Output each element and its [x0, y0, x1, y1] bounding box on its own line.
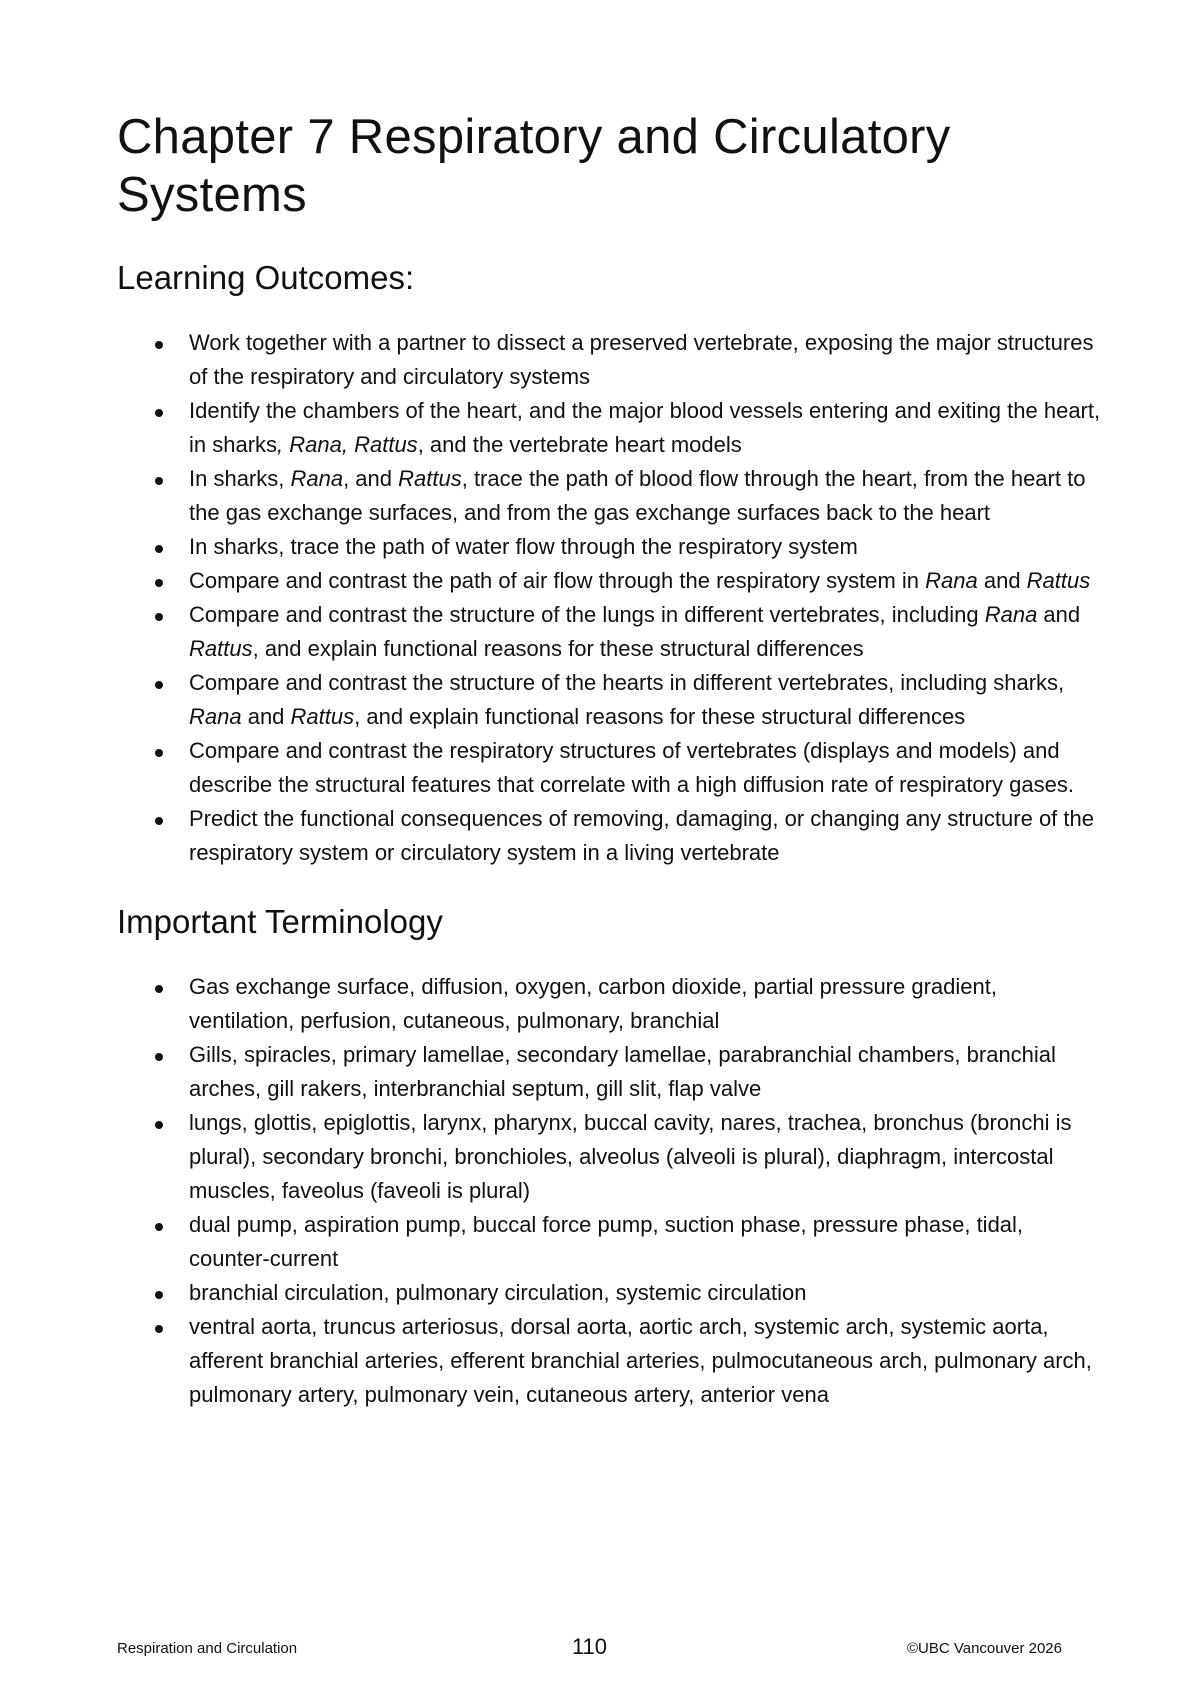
item-text: dual pump, aspiration pump, buccal force pump, suction phase, pressure phase, tidal, counter-current [189, 1212, 1024, 1271]
italic-text: Rattus [189, 636, 253, 661]
bullet-icon [155, 341, 163, 349]
item-text: lungs, glottis, epiglottis, larynx, pharynx, buccal cavity, nares, trachea, bronchus (bronchi is plural), secondary bronchi, bronchioles, alveolus (alveoli is plural), diaphragm, intercostal muscles, faveolus (faveoli is plural) [189, 1110, 1072, 1203]
item-text: Gills, spiracles, primary lamellae, secondary lamellae, parabranchial chambers, branchial arches, gill rakers, interbranchial septum, gill slit, flap valve [189, 1042, 1056, 1101]
italic-text: Rana [189, 704, 242, 729]
outcome-item [117, 666, 1102, 734]
item-text: , trace the path of blood flow through the heart, from the heart to the gas exchange surfaces, and from the gas exchange surfaces back to the heart [189, 466, 1086, 525]
bullet-icon [155, 1121, 163, 1129]
item-text: branchial circulation, pulmonary circulation, systemic circulation [189, 1280, 807, 1305]
outcome-item [117, 394, 1102, 462]
outcome-item [117, 530, 1102, 564]
outcome-item [117, 802, 1102, 870]
footer-section-title: Respiration and Circulation [117, 1640, 298, 1657]
bullet-icon [155, 1053, 163, 1061]
learning-outcomes-heading: Learning Outcomes: [117, 259, 415, 296]
italic-text: Rattus [290, 704, 355, 729]
bullet-icon [155, 409, 163, 417]
outcome-item [117, 734, 1102, 802]
outcome-item [117, 598, 1102, 666]
item-text: Compare and contrast the respiratory structures of vertebrates (displays and models) and describe the structural features that correlate with a high diffusion rate of respiratory gases. [189, 738, 1074, 797]
item-text: Compare and contrast the structure of the hearts in different vertebrates, including sharks, [189, 670, 1065, 695]
footer-copyright: ©UBC Vancouver 2026 [906, 1640, 1062, 1657]
item-text: , and the vertebrate heart models [417, 432, 742, 457]
bullet-icon [155, 749, 163, 757]
italic-text: Rattus [398, 466, 462, 491]
item-text: Identify the chambers of the heart, and the major blood vessels entering and exiting the heart, in sharks [189, 398, 1101, 457]
item-text: Compare and contrast the structure of the lungs in different vertebrates, including [189, 602, 985, 627]
terminology-item [117, 970, 1102, 1038]
outcome-item [117, 564, 1102, 598]
chapter-title: Chapter 7 Respiratory and Circulatory Systems [117, 110, 951, 222]
learning-outcomes-list [117, 326, 1102, 870]
item-text: , and explain functional reasons for these structural differences [354, 704, 966, 729]
bullet-icon [155, 1325, 163, 1333]
terminology-item [117, 1038, 1102, 1106]
item-text: , and [343, 466, 399, 491]
bullet-icon [155, 817, 163, 825]
bullet-icon [155, 985, 163, 993]
terminology-item [117, 1276, 1102, 1310]
item-text: Predict the functional consequences of removing, damaging, or changing any structure of the respiratory system or circulatory system in a living vertebrate [189, 806, 1094, 865]
terminology-list [117, 970, 1102, 1412]
item-text: and [977, 568, 1027, 593]
outcome-item [117, 326, 1102, 394]
item-text: Work together with a partner to dissect a preserved vertebrate, exposing the major structures of the respiratory and circulatory systems [189, 330, 1094, 389]
italic-text: Rana [984, 602, 1038, 627]
item-text: Compare and contrast the path of air flow through the respiratory system in [189, 568, 926, 593]
item-text: In sharks, trace the path of water flow through the respiratory system [189, 534, 858, 559]
bullet-icon [155, 579, 163, 587]
document-page [117, 108, 1102, 1412]
item-text: and [1037, 602, 1081, 627]
bullet-icon [155, 1291, 163, 1299]
bullet-icon [155, 477, 163, 485]
page-number: 110 [571, 1634, 608, 1659]
item-text: , and explain functional reasons for these structural differences [252, 636, 864, 661]
page-footer [117, 1634, 1062, 1664]
bullet-icon [155, 545, 163, 553]
bullet-icon [155, 613, 163, 621]
bullet-icon [155, 1223, 163, 1231]
italic-text: Rana [290, 466, 344, 491]
item-text: and [241, 704, 291, 729]
italic-text: Rattus [1026, 568, 1091, 593]
item-text: Gas exchange surface, diffusion, oxygen, carbon dioxide, partial pressure gradient, ventilation, perfusion, cutaneous, pulmonary, branchial [189, 974, 997, 1033]
terminology-item [117, 1106, 1102, 1208]
italic-text: , Rana, Rattus [277, 432, 418, 457]
bullet-icon [155, 681, 163, 689]
terminology-item [117, 1208, 1102, 1276]
terminology-heading: Important Terminology [117, 903, 443, 940]
item-text: ventral aorta, truncus arteriosus, dorsal aorta, aortic arch, systemic arch, systemic aorta, afferent branchial arteries, efferent branchial arteries, pulmocutaneous arch, pulmonary arch, pulmonary artery, pulmonary vein, cutaneous artery, anterior vena [189, 1314, 1092, 1407]
terminology-item [117, 1310, 1102, 1412]
italic-text: Rana [925, 568, 978, 593]
outcome-item [117, 462, 1102, 530]
item-text: In sharks, [189, 466, 291, 491]
